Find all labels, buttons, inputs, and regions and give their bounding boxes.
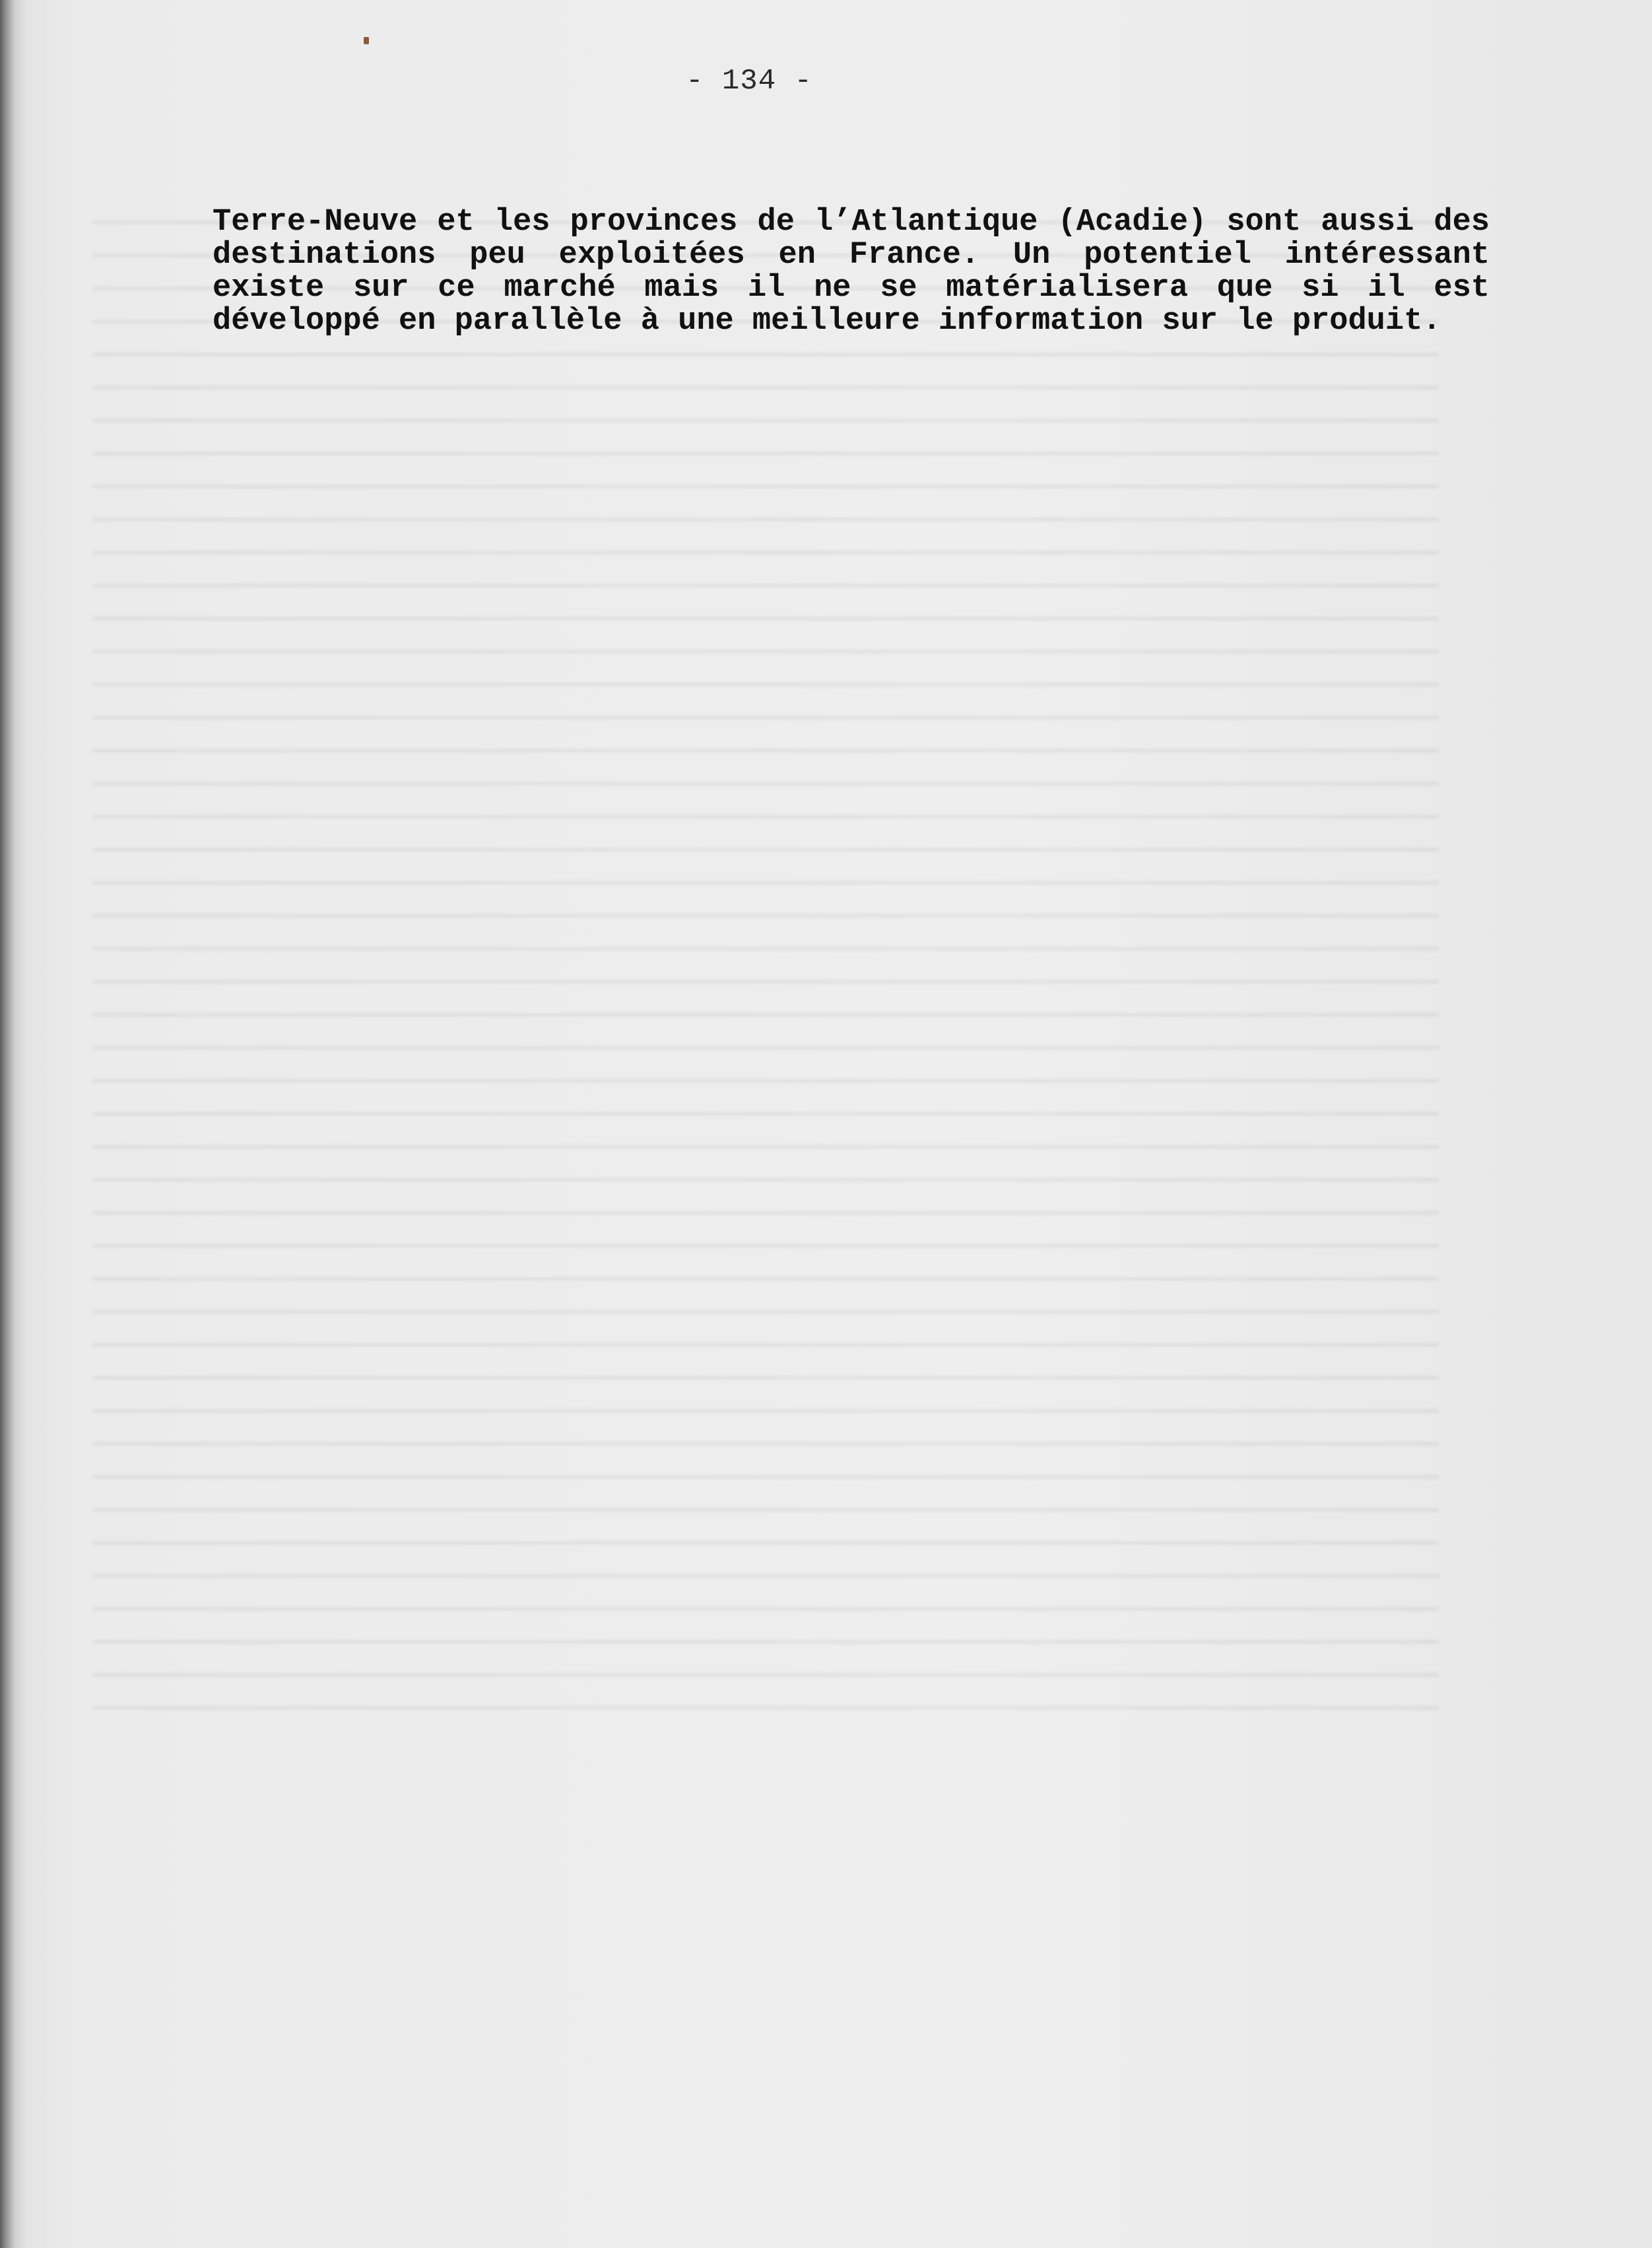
page-number: - 134 - [686,65,812,98]
bleed-through-texture [92,198,1439,1717]
body-paragraph: Terre-Neuve et les provinces de l’Atlantique (Acadie) sont aussi des destinations peu exploitées en France. Un potentiel intéressant existe sur ce marché mais il ne se matérialisera que si il est développé en parallèle à une meilleure information sur le produit. [213,205,1490,339]
ink-speck [364,37,369,44]
